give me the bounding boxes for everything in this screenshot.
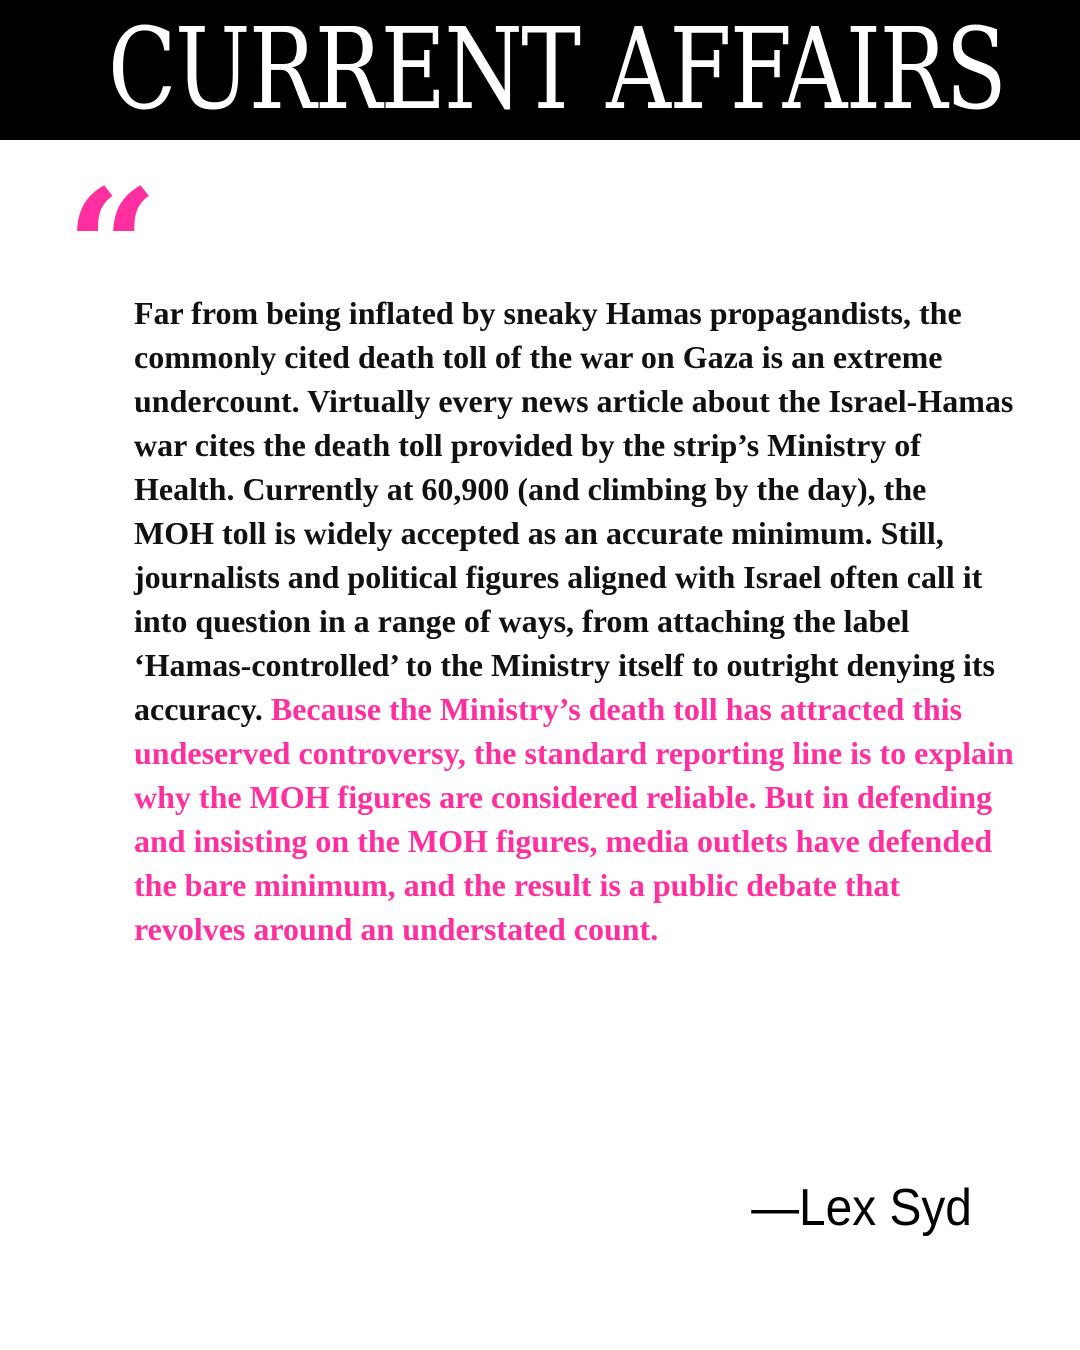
quote-text-plain: Far from being inflated by sneaky Hamas propagandists, the commonly cited death toll of the war on Gaza is an extreme undercount. Virtually every news article about the Israel-Hamas war cites the death toll provided by the strip’s Ministry of Health. Currently at 60,900 (and climbing by the day), the MOH toll is widely accepted as an accurate minimum. Still, journalists and political figures aligned with Israel often call it into question in a range of ways, from attaching the label ‘Hamas-controlled’ to the Ministry itself to outright denying its accuracy. (134, 295, 1014, 727)
quotation-mark-icon: “ (66, 154, 159, 342)
quote-text (134, 291, 1014, 951)
quote-text-highlight: Because the Ministry’s death toll has attracted this undeserved controversy, the standard reporting line is to explain why the MOH figures are considered reliable. But in defending and insisting on the MOH figures, media outlets have defended the bare minimum, and the result is a public debate that revolves around an understated count. (134, 691, 1014, 947)
masthead-title: CURRENT AFFAIRS (108, 5, 1006, 135)
masthead-banner (0, 0, 1080, 140)
quote-attribution: —Lex Syd (751, 1179, 972, 1237)
